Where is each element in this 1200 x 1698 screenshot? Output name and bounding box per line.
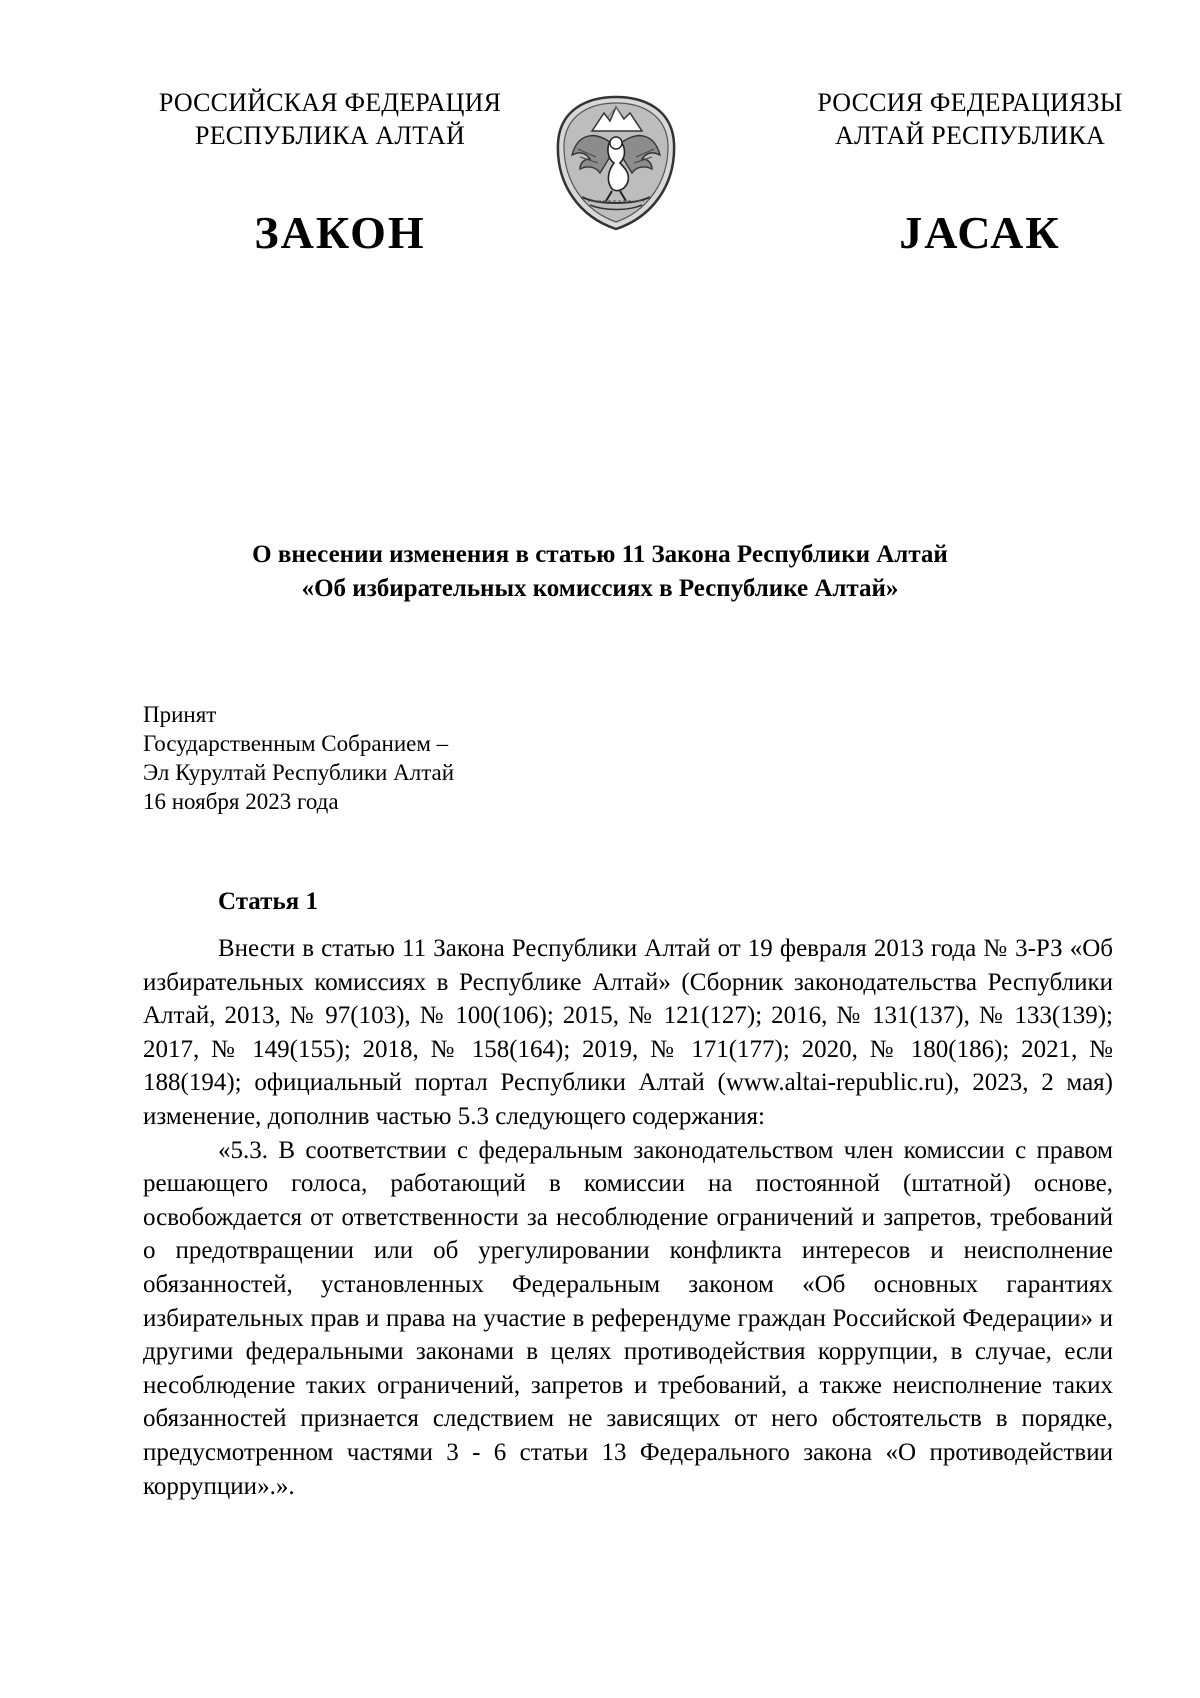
adopted-line2: Государственным Собранием – [143, 731, 449, 756]
article-paragraph-2: «5.3. В соответствии с федеральным законодательством член комиссии с правом решающего голоса, работающий в комиссии на постоянной (штатной) основе, освобождается от ответственности за несоблюдение ограничений и запретов, требований о предотвращении или об урегулировании конфликта интересов и неисполнение обязанностей, установленных Федеральным законом «Об основных гарантиях избирательных прав и права на участие в референдуме граждан Российской Федерации» и другими федеральными законами в целях противодействия коррупции, в случае, если несоблюдение таких ограничений, запретов и требований, а также неисполнение таких обязанностей признается следствием не зависящих от него обстоятельств в порядке, предусмотренном частями 3 - 6 статьи 13 Федерального закона «О противодействии коррупции».». [143, 1136, 1113, 1500]
header-left-republic: РЕСПУБЛИКА АЛТАЙ [195, 121, 465, 150]
article-heading: Статья 1 [218, 888, 318, 915]
header-right-republic: АЛТАЙ РЕСПУБЛИКА [835, 121, 1105, 150]
article-paragraph-1: Внести в статью 11 Закона Республики Алтай от 19 февраля 2013 года № 3-РЗ «Об избирательных комиссиях в Республике Алтай» (Сборник законодательства Республики Алтай, 2013, № 97(103), № 100(106); 2015, № 121(127); 2016, № 131(137), № 133(139); 2017, № 149(155); 2018, № 158(164); 2019, № 171(177); 2020, № 180(186); 2021, № 188(194); официальный портал Республики Алтай (www.altai-republic.ru), 2023, 2 мая) изменение, дополнив частью 5.3 следующего содержания: [143, 935, 1113, 1130]
coat-of-arms-icon [552, 93, 680, 233]
article-body [143, 932, 1113, 1503]
law-title-altai: JАСАК [899, 207, 1061, 258]
document-heading-line1: О внесении изменения в статью 11 Закона Республики Алтай [252, 541, 948, 568]
adoption-block [143, 700, 643, 816]
document-heading-line2: «Об избирательных комиссиях в Республике Алтай» [301, 575, 899, 602]
header-left-country: РОССИЙСКАЯ ФЕДЕРАЦИЯ [158, 88, 502, 117]
header-right [780, 86, 1160, 152]
adopted-date: 16 ноября 2023 года [143, 789, 339, 814]
header-left [120, 86, 540, 152]
document-heading [100, 538, 1100, 606]
adopted-line1: Принят [143, 702, 217, 727]
law-title-russian: ЗАКОН [254, 207, 426, 258]
adopted-line3: Эл Курултай Республики Алтай [143, 760, 455, 785]
header-right-country: РОССИЯ ФЕДЕРАЦИЯЗЫ [817, 88, 1123, 117]
